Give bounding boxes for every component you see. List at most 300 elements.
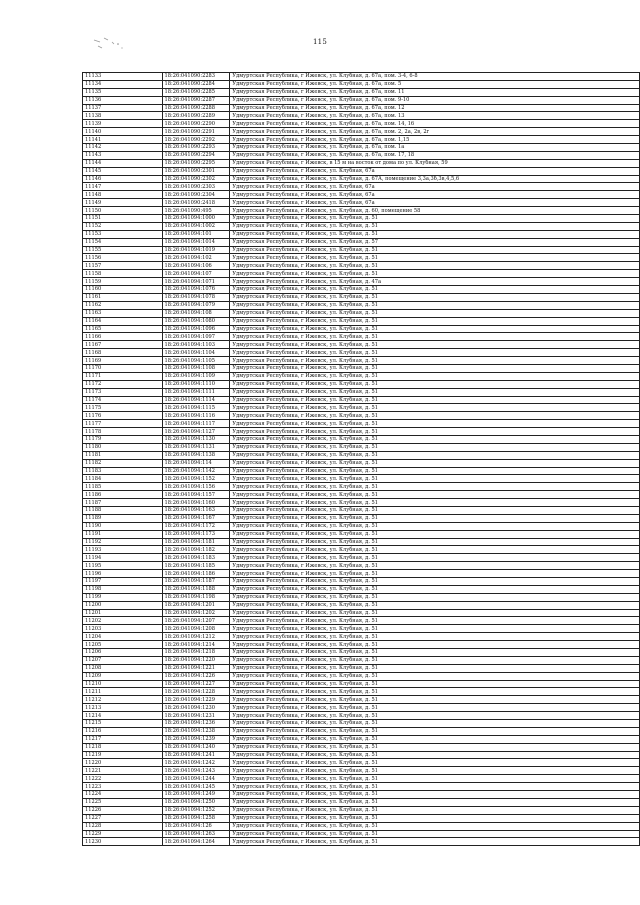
address-cell: Удмуртская Республика, г Ижевск, ул. Клубная, д. 51 (230, 775, 640, 783)
cadastral-number-cell: 18:26:041094:1202 (162, 609, 230, 617)
table-row (83, 112, 640, 120)
table-row (83, 775, 640, 783)
table-row (83, 443, 640, 451)
address-cell: Удмуртская Республика, г Ижевск, ул. Клубная, д. 67а, пом. 2, 2а, 2в, 2г (230, 128, 640, 136)
table-row (83, 451, 640, 459)
address-cell: Удмуртская Республика, г Ижевск, ул. Клубная, д. 51 (230, 309, 640, 317)
table-row (83, 412, 640, 420)
address-cell: Удмуртская Республика, г Ижевск, ул. Клубная, д. 51 (230, 380, 640, 388)
address-cell: Удмуртская Республика, г Ижевск, ул. Клубная, д. 51 (230, 404, 640, 412)
table-row (83, 238, 640, 246)
row-number-cell: 11188 (83, 506, 163, 514)
table-row (83, 301, 640, 309)
row-number-cell: 11179 (83, 435, 163, 443)
address-cell: Удмуртская Республика, г Ижевск, ул. Клубная, д. 51 (230, 293, 640, 301)
table-row (83, 585, 640, 593)
table-row (83, 73, 640, 81)
table-row (83, 530, 640, 538)
table-row (83, 633, 640, 641)
address-cell: Удмуртская Республика, г Ижевск, ул. Клубная, д. 51 (230, 672, 640, 680)
row-number-cell: 11220 (83, 759, 163, 767)
address-cell: Удмуртская Республика, г Ижевск, ул. Клубная, д. 51 (230, 317, 640, 325)
address-cell: Удмуртская Республика, г Ижевск, ул. Клубная, д. 51 (230, 641, 640, 649)
table-row (83, 656, 640, 664)
row-number-cell: 11223 (83, 783, 163, 791)
row-number-cell: 11210 (83, 680, 163, 688)
row-number-cell: 11200 (83, 601, 163, 609)
address-cell: Удмуртская Республика, г Ижевск, ул. Клубная, 67а (230, 191, 640, 199)
address-cell: Удмуртская Республика, г Ижевск, ул. Клубная, д. 51 (230, 751, 640, 759)
table-row (83, 404, 640, 412)
table-row (83, 554, 640, 562)
table-row (83, 380, 640, 388)
cadastral-number-cell: 18:26:041090:2289 (162, 112, 230, 120)
address-cell: Удмуртская Республика, г Ижевск, ул. Клубная, д. 51 (230, 822, 640, 830)
cadastral-number-cell: 18:26:041094:1218 (162, 649, 230, 657)
cadastral-number-cell: 18:26:041094:106 (162, 262, 230, 270)
table-row (83, 491, 640, 499)
address-cell: Удмуртская Республика, г Ижевск, ул. Клубная, д. 51 (230, 791, 640, 799)
cadastral-number-cell: 18:26:041094:1207 (162, 617, 230, 625)
cadastral-number-cell: 18:26:041094:1239 (162, 735, 230, 743)
table-row (83, 183, 640, 191)
row-number-cell: 11160 (83, 286, 163, 294)
cadastral-number-cell: 18:26:041094:1230 (162, 704, 230, 712)
row-number-cell: 11213 (83, 704, 163, 712)
cadastral-number-cell: 18:26:041094:1080 (162, 317, 230, 325)
row-number-cell: 11215 (83, 720, 163, 728)
cadastral-number-cell: 18:26:041094:1258 (162, 814, 230, 822)
table-row (83, 767, 640, 775)
row-number-cell: 11149 (83, 199, 163, 207)
address-cell: Удмуртская Республика, г Ижевск, ул. Клубная, д. 51 (230, 554, 640, 562)
cadastral-number-cell: 18:26:041094:1019 (162, 246, 230, 254)
table-row (83, 641, 640, 649)
table-row (83, 349, 640, 357)
cadastral-number-cell: 18:26:041094:1096 (162, 325, 230, 333)
address-cell: Удмуртская Республика, г Ижевск, ул. Клубная, д. 51 (230, 420, 640, 428)
cadastral-number-cell: 18:26:041094:101 (162, 230, 230, 238)
address-cell: Удмуртская Республика, г Ижевск, ул. Клубная, д. 51 (230, 341, 640, 349)
registry-table-body (83, 73, 640, 846)
cadastral-number-cell: 18:26:041094:1079 (162, 301, 230, 309)
row-number-cell: 11140 (83, 128, 163, 136)
table-row (83, 309, 640, 317)
table-row (83, 704, 640, 712)
cadastral-number-cell: 18:26:041090:2301 (162, 167, 230, 175)
address-cell: Удмуртская Республика, г Ижевск, ул. Клубная, д. 51 (230, 467, 640, 475)
row-number-cell: 11192 (83, 538, 163, 546)
cadastral-number-cell: 18:26:041094:1172 (162, 522, 230, 530)
row-number-cell: 11221 (83, 767, 163, 775)
table-row (83, 428, 640, 436)
cadastral-number-cell: 18:26:041094:1187 (162, 578, 230, 586)
table-row (83, 364, 640, 372)
table-row (83, 712, 640, 720)
cadastral-number-cell: 18:26:041094:1226 (162, 672, 230, 680)
table-row (83, 822, 640, 830)
row-number-cell: 11225 (83, 798, 163, 806)
cadastral-number-cell: 18:26:041094:1264 (162, 838, 230, 846)
row-number-cell: 11199 (83, 593, 163, 601)
row-number-cell: 11187 (83, 499, 163, 507)
row-number-cell: 11180 (83, 443, 163, 451)
address-cell: Удмуртская Республика, г Ижевск, ул. Клубная, д. 51 (230, 435, 640, 443)
cadastral-number-cell: 18:26:041090:2295 (162, 159, 230, 167)
table-row (83, 751, 640, 759)
row-number-cell: 11207 (83, 656, 163, 664)
cadastral-number-cell: 18:26:041094:1116 (162, 412, 230, 420)
cadastral-number-cell: 18:26:041094:1131 (162, 443, 230, 451)
table-row (83, 672, 640, 680)
address-cell: Удмуртская Республика, г Ижевск, ул. Клубная, д. 47а (230, 278, 640, 286)
address-cell: Удмуртская Республика, г Ижевск, ул. Клубная, д. 51 (230, 475, 640, 483)
row-number-cell: 11222 (83, 775, 163, 783)
cadastral-number-cell: 18:26:041094:114 (162, 459, 230, 467)
table-row (83, 254, 640, 262)
page-number: 115 (313, 38, 327, 46)
address-cell: Удмуртская Республика, г Ижевск, ул. Клубная, д. 51 (230, 664, 640, 672)
row-number-cell: 11148 (83, 191, 163, 199)
row-number-cell: 11158 (83, 270, 163, 278)
cadastral-number-cell: 18:26:041094:1249 (162, 791, 230, 799)
address-cell: Удмуртская Республика, г Ижевск, ул. Клубная, д. 67а, пом. 12 (230, 104, 640, 112)
cadastral-number-cell: 18:26:041090:2290 (162, 120, 230, 128)
row-number-cell: 11165 (83, 325, 163, 333)
table-row (83, 601, 640, 609)
cadastral-number-cell: 18:26:041094:108 (162, 309, 230, 317)
cadastral-number-cell: 18:26:041090:2304 (162, 191, 230, 199)
cadastral-number-cell: 18:26:041090:2292 (162, 136, 230, 144)
row-number-cell: 11168 (83, 349, 163, 357)
row-number-cell: 11217 (83, 735, 163, 743)
address-cell: Удмуртская Республика, г Ижевск, ул. Клубная, д. 51 (230, 333, 640, 341)
table-row (83, 159, 640, 167)
address-cell: Удмуртская Республика, г Ижевск, ул. Клубная, д. 51 (230, 506, 640, 514)
cadastral-number-cell: 18:26:041094:1250 (162, 798, 230, 806)
table-row (83, 798, 640, 806)
address-cell: Удмуртская Республика, г Ижевск, ул. Клубная, д. 51 (230, 538, 640, 546)
address-cell: Удмуртская Республика, г Ижевск, ул. Клубная, д. 51 (230, 585, 640, 593)
row-number-cell: 11151 (83, 215, 163, 223)
row-number-cell: 11150 (83, 207, 163, 215)
address-cell: Удмуртская Республика, г Ижевск, ул. Клубная, д. 51 (230, 514, 640, 522)
cadastral-number-cell: 18:26:041094:1242 (162, 759, 230, 767)
row-number-cell: 11206 (83, 649, 163, 657)
address-cell: Удмуртская Республика, г Ижевск, ул. Клубная, д. 51 (230, 222, 640, 230)
address-cell: Удмуртская Республика, г Ижевск, ул. Клубная, д. 51 (230, 357, 640, 365)
address-cell: Удмуртская Республика, г Ижевск, ул. Клубная, д. 51 (230, 767, 640, 775)
address-cell: Удмуртская Республика, г Ижевск, ул. Клубная, 67а (230, 199, 640, 207)
row-number-cell: 11183 (83, 467, 163, 475)
row-number-cell: 11133 (83, 73, 163, 81)
row-number-cell: 11196 (83, 570, 163, 578)
table-row (83, 372, 640, 380)
table-row (83, 696, 640, 704)
address-cell: Удмуртская Республика, г Ижевск, ул. Клубная, д. 67А, помещение 3,3а,3б,3в,4,5,6 (230, 175, 640, 183)
address-cell: Удмуртская Республика, г Ижевск, ул. Клубная, д. 51 (230, 491, 640, 499)
row-number-cell: 11135 (83, 88, 163, 96)
table-row (83, 88, 640, 96)
row-number-cell: 11212 (83, 696, 163, 704)
row-number-cell: 11157 (83, 262, 163, 270)
row-number-cell: 11134 (83, 80, 163, 88)
address-cell: Удмуртская Республика, г Ижевск, ул. Клубная, д. 51 (230, 301, 640, 309)
row-number-cell: 11216 (83, 727, 163, 735)
address-cell: Удмуртская Республика, г Ижевск, ул. Клубная, д. 51 (230, 459, 640, 467)
address-cell: Удмуртская Республика, г Ижевск, ул. Клубная, д. 51 (230, 483, 640, 491)
table-row (83, 175, 640, 183)
table-row (83, 570, 640, 578)
address-cell: Удмуртская Республика, г Ижевск, ул. Клубная, д. 51 (230, 735, 640, 743)
address-cell: Удмуртская Республика, г Ижевск, ул. Клубная, д. 51 (230, 830, 640, 838)
table-row (83, 286, 640, 294)
table-row (83, 522, 640, 530)
address-cell: Удмуртская Республика, г Ижевск, ул. Клубная, д. 51 (230, 372, 640, 380)
row-number-cell: 11219 (83, 751, 163, 759)
cadastral-number-cell: 18:26:041094:1245 (162, 783, 230, 791)
cadastral-number-cell: 18:26:041090:2418 (162, 199, 230, 207)
row-number-cell: 11209 (83, 672, 163, 680)
address-cell: Удмуртская Республика, г Ижевск, ул. Клубная, 67а (230, 183, 640, 191)
row-number-cell: 11177 (83, 420, 163, 428)
row-number-cell: 11211 (83, 688, 163, 696)
cadastral-number-cell: 18:26:041094:1229 (162, 696, 230, 704)
row-number-cell: 11185 (83, 483, 163, 491)
row-number-cell: 11146 (83, 175, 163, 183)
row-number-cell: 11198 (83, 585, 163, 593)
cadastral-number-cell: 18:26:041094:1236 (162, 720, 230, 728)
address-cell: Удмуртская Республика, г Ижевск, ул. Клубная, д. 67а, пом. 14, 16 (230, 120, 640, 128)
cadastral-number-cell: 18:26:041094:1185 (162, 562, 230, 570)
table-row (83, 293, 640, 301)
cadastral-number-cell: 18:26:041094:1244 (162, 775, 230, 783)
address-cell: Удмуртская Республика, г Ижевск, ул. Клубная, 67а (230, 167, 640, 175)
table-row (83, 317, 640, 325)
address-cell: Удмуртская Республика, г Ижевск, ул. Клубная, д. 51 (230, 814, 640, 822)
table-row (83, 546, 640, 554)
cadastral-number-cell: 18:26:041094:1198 (162, 593, 230, 601)
table-row (83, 759, 640, 767)
table-row (83, 388, 640, 396)
address-cell: Удмуртская Республика, г Ижевск, ул. Клубная, д. 51 (230, 262, 640, 270)
table-row (83, 230, 640, 238)
address-cell: Удмуртская Республика, г Ижевск, ул. Клубная, д. 51 (230, 254, 640, 262)
table-row (83, 270, 640, 278)
address-cell: Удмуртская Республика, г Ижевск, ул. Клубная, д. 51 (230, 743, 640, 751)
cadastral-number-cell: 18:26:041090:2284 (162, 80, 230, 88)
cadastral-number-cell: 18:26:041094:1111 (162, 388, 230, 396)
address-cell: Удмуртская Республика, г Ижевск, ул. Клубная, д. 51 (230, 230, 640, 238)
table-row (83, 783, 640, 791)
table-row (83, 128, 640, 136)
table-row (83, 191, 640, 199)
table-row (83, 609, 640, 617)
address-cell: Удмуртская Республика, г Ижевск, ул. Клубная, д. 51 (230, 696, 640, 704)
address-cell: Удмуртская Республика, г Ижевск, ул. Клубная, д. 51 (230, 396, 640, 404)
cadastral-number-cell: 18:26:041094:1228 (162, 688, 230, 696)
cadastral-number-cell: 18:26:041090:2283 (162, 73, 230, 81)
cadastral-number-cell: 18:26:041094:1157 (162, 491, 230, 499)
table-row (83, 467, 640, 475)
address-cell: Удмуртская Республика, г Ижевск, ул. Клубная, д. 60, помещение 58 (230, 207, 640, 215)
address-cell: Удмуртская Республика, г Ижевск, ул. Клубная, д. 67а, пом. 5 (230, 80, 640, 88)
table-row (83, 104, 640, 112)
row-number-cell: 11178 (83, 428, 163, 436)
table-row (83, 593, 640, 601)
row-number-cell: 11142 (83, 144, 163, 152)
cadastral-number-cell: 18:26:041094:107 (162, 270, 230, 278)
row-number-cell: 11190 (83, 522, 163, 530)
table-row (83, 720, 640, 728)
cadastral-number-cell: 18:26:041094:1076 (162, 286, 230, 294)
address-cell: Удмуртская Республика, г Ижевск, ул. Клубная, д. 51 (230, 215, 640, 223)
cadastral-number-cell: 18:26:041090:2302 (162, 175, 230, 183)
row-number-cell: 11184 (83, 475, 163, 483)
row-number-cell: 11145 (83, 167, 163, 175)
address-cell: Удмуртская Республика, г Ижевск, ул. Клубная, д. 51 (230, 704, 640, 712)
table-row (83, 167, 640, 175)
address-cell: Удмуртская Республика, г Ижевск, ул. Клубная, д. 51 (230, 727, 640, 735)
row-number-cell: 11201 (83, 609, 163, 617)
row-number-cell: 11173 (83, 388, 163, 396)
address-cell: Удмуртская Республика, г Ижевск, ул. Клубная, д. 51 (230, 530, 640, 538)
table-row (83, 396, 640, 404)
address-cell: Удмуртская Республика, г Ижевск, ул. Клубная, д. 51 (230, 617, 640, 625)
table-row (83, 499, 640, 507)
address-cell: Удмуртская Республика, г Ижевск, ул. Клубная, д. 67а, пом. 3-4, 6-8 (230, 73, 640, 81)
cadastral-number-cell: 18:26:041094:1002 (162, 222, 230, 230)
cadastral-number-cell: 18:26:041094:1000 (162, 215, 230, 223)
row-number-cell: 11191 (83, 530, 163, 538)
table-row (83, 838, 640, 846)
row-number-cell: 11139 (83, 120, 163, 128)
cadastral-number-cell: 18:26:041090:2287 (162, 96, 230, 104)
row-number-cell: 11155 (83, 246, 163, 254)
row-number-cell: 11143 (83, 151, 163, 159)
table-row (83, 222, 640, 230)
address-cell: Удмуртская Республика, г Ижевск, ул. Клубная, д. 67а, пом. 1а (230, 144, 640, 152)
cadastral-number-cell: 18:26:041094:1103 (162, 341, 230, 349)
row-number-cell: 11141 (83, 136, 163, 144)
address-cell: Удмуртская Республика, г Ижевск, ул. Клубная, д. 67а, пом. 17, 18 (230, 151, 640, 159)
cadastral-number-cell: 18:26:041094:1142 (162, 467, 230, 475)
row-number-cell: 11230 (83, 838, 163, 846)
cadastral-number-cell: 18:26:041094:1167 (162, 514, 230, 522)
cadastral-number-cell: 18:26:041094:1097 (162, 333, 230, 341)
table-row (83, 727, 640, 735)
cadastral-number-cell: 18:26:041094:1173 (162, 530, 230, 538)
table-row (83, 215, 640, 223)
cadastral-number-cell: 18:26:041090:2288 (162, 104, 230, 112)
table-row (83, 483, 640, 491)
row-number-cell: 11186 (83, 491, 163, 499)
cadastral-number-cell: 18:26:041090:2303 (162, 183, 230, 191)
address-cell: Удмуртская Республика, г Ижевск, ул. Клубная, д. 51 (230, 570, 640, 578)
cadastral-number-cell: 18:26:041094:1138 (162, 451, 230, 459)
cadastral-number-cell: 18:26:041094:1212 (162, 633, 230, 641)
row-number-cell: 11194 (83, 554, 163, 562)
address-cell: Удмуртская Республика, г Ижевск, ул. Клубная, д. 51 (230, 412, 640, 420)
row-number-cell: 11162 (83, 301, 163, 309)
row-number-cell: 11171 (83, 372, 163, 380)
row-number-cell: 11205 (83, 641, 163, 649)
cadastral-number-cell: 18:26:041094:1214 (162, 641, 230, 649)
row-number-cell: 11218 (83, 743, 163, 751)
cadastral-number-cell: 18:26:041090:2294 (162, 151, 230, 159)
table-row (83, 562, 640, 570)
address-cell: Удмуртская Республика, г Ижевск, ул. Клубная, д. 51 (230, 443, 640, 451)
row-number-cell: 11197 (83, 578, 163, 586)
address-cell: Удмуртская Республика, г Ижевск, ул. Клубная, д. 51 (230, 522, 640, 530)
cadastral-number-cell: 18:26:041094:126 (162, 822, 230, 830)
row-number-cell: 11175 (83, 404, 163, 412)
address-cell: Удмуртская Республика, г Ижевск, ул. Клубная, д. 51 (230, 364, 640, 372)
cadastral-number-cell: 18:26:041094:1181 (162, 538, 230, 546)
cadastral-number-cell: 18:26:041094:1201 (162, 601, 230, 609)
row-number-cell: 11195 (83, 562, 163, 570)
address-cell: Удмуртская Республика, г Ижевск, ул. Клубная, д. 51 (230, 428, 640, 436)
table-row (83, 357, 640, 365)
cadastral-number-cell: 18:26:041094:1127 (162, 428, 230, 436)
row-number-cell: 11176 (83, 412, 163, 420)
cadastral-number-cell: 18:26:041090:2291 (162, 128, 230, 136)
row-number-cell: 11174 (83, 396, 163, 404)
address-cell: Удмуртская Республика, г Ижевск, ул. Клубная, д. 51 (230, 270, 640, 278)
table-row (83, 262, 640, 270)
row-number-cell: 11226 (83, 806, 163, 814)
address-cell: Удмуртская Республика, г Ижевск, ул. Клубная, д. 51 (230, 798, 640, 806)
address-cell: Удмуртская Республика, г Ижевск, в 15 м на восток от дома по ул. Клубная, 59 (230, 159, 640, 167)
address-cell: Удмуртская Республика, г Ижевск, ул. Клубная, д. 51 (230, 688, 640, 696)
cadastral-number-cell: 18:26:041094:1152 (162, 475, 230, 483)
table-row (83, 80, 640, 88)
cadastral-number-cell: 18:26:041094:1108 (162, 364, 230, 372)
address-cell: Удмуртская Республика, г Ижевск, ул. Клубная, д. 51 (230, 609, 640, 617)
cadastral-number-cell: 18:26:041094:1186 (162, 570, 230, 578)
address-cell: Удмуртская Республика, г Ижевск, ул. Клубная, д. 51 (230, 838, 640, 846)
table-row (83, 735, 640, 743)
cadastral-number-cell: 18:26:041094:1182 (162, 546, 230, 554)
row-number-cell: 11227 (83, 814, 163, 822)
cadastral-number-cell: 18:26:041094:1078 (162, 293, 230, 301)
cadastral-number-cell: 18:26:041094:1115 (162, 404, 230, 412)
table-row (83, 151, 640, 159)
address-cell: Удмуртская Республика, г Ижевск, ул. Клубная, д. 51 (230, 649, 640, 657)
row-number-cell: 11167 (83, 341, 163, 349)
row-number-cell: 11172 (83, 380, 163, 388)
table-row (83, 506, 640, 514)
table-row (83, 830, 640, 838)
cadastral-number-cell: 18:26:041094:1014 (162, 238, 230, 246)
cadastral-number-cell: 18:26:041094:1071 (162, 278, 230, 286)
address-cell: Удмуртская Республика, г Ижевск, ул. Клубная, д. 67а, пом. 9-10 (230, 96, 640, 104)
row-number-cell: 11136 (83, 96, 163, 104)
row-number-cell: 11202 (83, 617, 163, 625)
address-cell: Удмуртская Республика, г Ижевск, ул. Клубная, д. 51 (230, 593, 640, 601)
table-row (83, 199, 640, 207)
cadastral-number-cell: 18:26:041094:1252 (162, 806, 230, 814)
cadastral-number-cell: 18:26:041094:1240 (162, 743, 230, 751)
cadastral-number-cell: 18:26:041094:1114 (162, 396, 230, 404)
row-number-cell: 11181 (83, 451, 163, 459)
address-cell: Удмуртская Республика, г Ижевск, ул. Клубная, д. 51 (230, 601, 640, 609)
table-row (83, 538, 640, 546)
table-row (83, 136, 640, 144)
cadastral-number-cell: 18:26:041090:2285 (162, 88, 230, 96)
cadastral-number-cell: 18:26:041094:1163 (162, 506, 230, 514)
table-row (83, 664, 640, 672)
